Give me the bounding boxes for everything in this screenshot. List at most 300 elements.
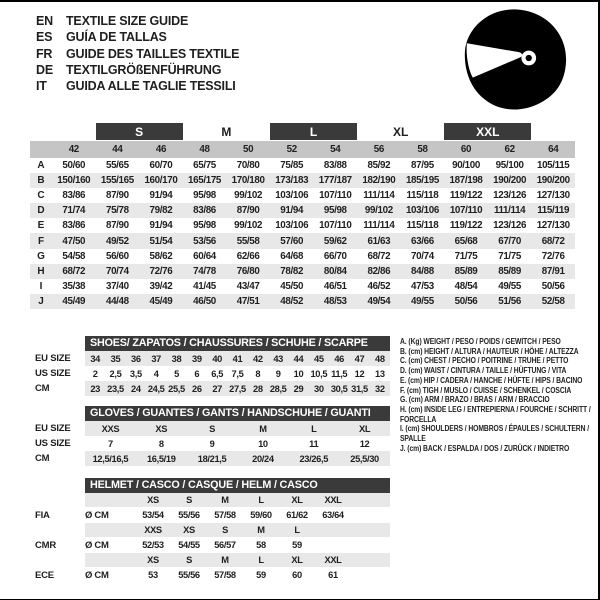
size-value-cell: 107/110 xyxy=(319,189,352,201)
helmet-size-table xyxy=(35,478,580,583)
size-value-cell: 34 xyxy=(90,353,100,364)
size-value-cell: XL xyxy=(358,423,371,434)
column-header: M xyxy=(221,495,229,505)
size-value-cell: 49/55 xyxy=(411,296,434,308)
size-value-cell: 127/130 xyxy=(536,220,570,232)
size-value-cell: 54/58 xyxy=(62,250,86,262)
table-row xyxy=(35,567,580,583)
size-value-cell: XXS xyxy=(101,423,120,434)
size-value-cell: 25,5/30 xyxy=(350,453,379,464)
size-value-cell: 46/51 xyxy=(323,281,347,293)
size-value-cell: 51/54 xyxy=(149,235,173,247)
size-value-cell: 57/58 xyxy=(214,510,236,520)
size-value-cell: 85/89 xyxy=(498,265,521,277)
size-value-cell: 53/54 xyxy=(142,510,164,520)
size-value-cell: 50/60 xyxy=(62,159,86,171)
size-number-header-row xyxy=(30,141,575,158)
size-value-cell: 47/50 xyxy=(62,235,86,247)
guide-title: GUIDA ALLE TAGLIE TESSILI xyxy=(66,79,236,94)
size-value-cell: 7 xyxy=(108,438,113,449)
column-header: XXL xyxy=(324,495,342,505)
size-value-cell: 23,5 xyxy=(107,383,124,394)
size-value-cell: 72/76 xyxy=(541,250,565,262)
measurement-row-label: C xyxy=(37,189,45,201)
size-value-cell: 50/56 xyxy=(454,296,478,308)
size-value-cell: 55/58 xyxy=(236,235,260,247)
size-value-cell: 30,5 xyxy=(330,383,348,394)
language-row xyxy=(36,62,239,78)
size-value-cell: 78/82 xyxy=(280,265,304,277)
column-header: 42 xyxy=(68,143,79,155)
size-value-cell: 44/48 xyxy=(105,296,129,308)
size-value-cell: 87/90 xyxy=(105,189,129,201)
standard-label: FIA xyxy=(35,509,50,521)
language-row xyxy=(36,13,239,29)
size-value-cell: 39/42 xyxy=(149,281,173,293)
size-value-cell: 51/56 xyxy=(498,296,521,308)
size-value-cell: 31,5 xyxy=(351,383,368,394)
size-value-cell: 71/75 xyxy=(454,250,478,262)
size-value-cell: 30 xyxy=(314,383,324,394)
size-value-cell: 35 xyxy=(110,353,121,364)
size-value-cell: 16,5/19 xyxy=(146,453,176,464)
guide-title: GUIDE DES TAILLES TEXTILE xyxy=(66,46,240,61)
size-value-cell: 160/170 xyxy=(144,174,178,186)
size-value-cell: 49/54 xyxy=(367,296,391,308)
row-values xyxy=(85,381,390,396)
diameter-unit-label: Ø CM xyxy=(85,569,109,581)
row-label: EU SIZE xyxy=(35,353,71,364)
size-value-cell: 59/60 xyxy=(250,510,272,520)
language-code: DE xyxy=(36,62,53,77)
measurement-row-label: G xyxy=(37,250,45,262)
size-value-cell: 52/58 xyxy=(541,296,565,308)
size-value-cell: 35/38 xyxy=(62,281,86,293)
size-value-cell: 105/115 xyxy=(536,159,570,171)
table-row xyxy=(30,279,575,294)
size-value-cell: 46/52 xyxy=(367,281,391,293)
measurement-row-label: I xyxy=(39,281,43,293)
size-value-cell: 107/110 xyxy=(319,220,352,232)
size-value-cell: 75/78 xyxy=(105,205,129,217)
helmet-table-body xyxy=(35,493,580,583)
size-value-cell: 74/78 xyxy=(193,265,216,277)
size-value-cell: 190/200 xyxy=(536,174,570,186)
column-header: XS xyxy=(147,495,159,505)
size-value-cell: 24,5 xyxy=(147,383,165,394)
size-value-cell: 12 xyxy=(354,368,365,379)
size-value-cell: 5 xyxy=(174,368,179,379)
size-value-cell: 18/21,5 xyxy=(197,453,227,464)
size-value-cell: 155/165 xyxy=(100,174,134,186)
size-value-cell: 10,5 xyxy=(310,368,328,379)
size-value-cell: 123/126 xyxy=(493,189,527,201)
size-value-cell: 12,5/16,5 xyxy=(92,453,129,464)
size-value-cell: 103/106 xyxy=(275,220,309,232)
standard-label: CMR xyxy=(35,539,57,551)
table-row xyxy=(30,233,575,248)
column-header: XXL xyxy=(324,555,342,565)
size-value-cell: 61/62 xyxy=(286,510,308,520)
size-value-cell: 65/75 xyxy=(193,159,216,171)
measurement-row-label: H xyxy=(37,265,45,277)
language-code: EN xyxy=(36,14,53,28)
row-label-spacer xyxy=(35,553,85,567)
size-value-cell: 107/110 xyxy=(449,205,483,217)
column-header: 64 xyxy=(548,143,559,155)
size-value-cell: 11,5 xyxy=(331,368,348,379)
size-value-cell: 54/55 xyxy=(178,540,200,550)
size-value-cell: 48/53 xyxy=(323,296,347,308)
guide-title: TEXTILE SIZE GUIDE xyxy=(66,14,189,28)
shoes-table-title: SHOES/ ZAPATOS / CHAUSSURES / SCHUHE / SCARPE xyxy=(85,336,390,351)
helmet-size-header-row xyxy=(85,523,390,537)
size-value-cell: 67/70 xyxy=(498,235,521,247)
size-value-cell: 115/118 xyxy=(406,220,439,232)
table-row xyxy=(30,188,575,203)
table-row xyxy=(30,203,575,218)
size-value-cell: 55/65 xyxy=(105,159,129,171)
size-value-cell: 95/98 xyxy=(323,205,347,217)
column-header: L xyxy=(258,495,264,505)
row-values xyxy=(85,451,390,466)
row-label-spacer xyxy=(35,523,85,537)
table-row xyxy=(35,523,580,537)
column-header: 48 xyxy=(199,143,210,155)
size-value-cell: 12 xyxy=(359,438,370,449)
legend-entry: D. (cm) WAIST / CINTURA / TAILLE / HÜFTUNG / VITA xyxy=(400,366,567,376)
legend-entry: B. (cm) HEIGHT / ALTURA / HAUTEUR / HÖHE / ALTEZZA xyxy=(400,346,579,356)
column-header: 52 xyxy=(286,143,297,155)
size-value-cell: 53 xyxy=(148,570,158,580)
size-value-cell: 85/92 xyxy=(367,159,391,171)
size-value-cell: 29 xyxy=(293,383,304,394)
size-value-cell: 190/200 xyxy=(493,174,527,186)
measurement-row-label: J xyxy=(38,296,44,308)
table-row xyxy=(30,173,575,188)
size-value-cell: 95/98 xyxy=(193,220,216,232)
size-value-cell: 165/175 xyxy=(188,174,222,186)
column-header: 60 xyxy=(460,143,472,155)
measurement-row-label: E xyxy=(37,220,45,232)
size-value-cell: 87/95 xyxy=(411,159,434,171)
row-label: CM xyxy=(35,383,50,394)
helmet-table-title: HELMET / CASCO / CASQUE / HELM / CASCO xyxy=(85,478,390,493)
size-group-l: L xyxy=(270,123,357,140)
language-title-list xyxy=(36,13,239,94)
row-values xyxy=(85,351,390,366)
size-value-cell: 87/91 xyxy=(541,265,565,277)
size-value-cell: 28 xyxy=(253,383,263,394)
size-value-cell: 71/75 xyxy=(498,250,521,262)
row-values xyxy=(85,436,390,451)
row-label: EU SIZE xyxy=(35,423,71,434)
diameter-unit-label: Ø CM xyxy=(85,539,109,551)
measurement-row-label: B xyxy=(37,174,45,186)
size-value-cell: 13 xyxy=(375,368,385,379)
size-value-cell: 27 xyxy=(212,383,222,394)
size-value-cell: 45/49 xyxy=(62,296,86,308)
size-value-cell: 91/94 xyxy=(149,189,173,201)
size-value-cell: 8 xyxy=(255,368,261,379)
size-value-cell: 95/100 xyxy=(495,159,524,171)
diameter-unit-label: Ø CM xyxy=(85,509,109,521)
size-value-cell: 55/56 xyxy=(178,570,200,580)
measurement-row-label: D xyxy=(37,205,45,217)
size-value-cell: 56/57 xyxy=(214,540,236,550)
size-value-cell: 91/94 xyxy=(149,220,173,232)
column-header: M xyxy=(221,555,229,565)
column-header: 56 xyxy=(373,143,384,155)
language-row xyxy=(36,29,239,45)
size-value-cell: 95/98 xyxy=(193,189,216,201)
size-value-cell: 115/118 xyxy=(406,189,439,201)
size-value-cell: 76/80 xyxy=(236,265,260,277)
size-value-cell: 39 xyxy=(192,353,202,364)
size-value-cell: 70/74 xyxy=(411,250,434,262)
language-row xyxy=(36,78,239,94)
measurement-row-label: A xyxy=(37,159,45,171)
size-value-cell: 49/52 xyxy=(105,235,129,247)
language-code: FR xyxy=(36,46,53,61)
size-value-cell: 115/119 xyxy=(537,205,570,217)
guide-title: TEXTILGRÖßENFÜHRUNG xyxy=(66,62,222,77)
size-value-cell: 28,5 xyxy=(269,383,287,394)
language-row xyxy=(36,46,239,62)
size-value-cell: 20/24 xyxy=(252,453,274,464)
size-value-cell: 57/58 xyxy=(214,570,236,580)
helmet-value-row xyxy=(85,567,390,583)
size-value-cell: 26 xyxy=(192,383,202,394)
size-value-cell: 61/63 xyxy=(367,235,391,247)
size-value-cell: 177/187 xyxy=(318,174,352,186)
size-value-cell: L xyxy=(311,423,317,434)
size-value-cell: 46/50 xyxy=(193,296,216,308)
size-value-cell: 111/114 xyxy=(363,189,395,201)
size-value-cell: 62/66 xyxy=(236,250,260,262)
table-row xyxy=(30,294,575,309)
size-value-cell: 40 xyxy=(212,353,222,364)
size-group-s: S xyxy=(96,123,183,140)
row-values xyxy=(85,421,390,436)
size-value-cell: 123/126 xyxy=(493,220,527,232)
helmet-value-row xyxy=(85,537,390,553)
size-value-cell: 60/70 xyxy=(149,159,173,171)
size-value-cell: 8 xyxy=(158,438,164,449)
size-value-cell: 66/70 xyxy=(323,250,347,262)
column-header: 58 xyxy=(417,143,428,155)
size-value-cell: 99/102 xyxy=(234,189,263,201)
size-value-cell: 83/86 xyxy=(62,189,86,201)
size-value-cell: 32 xyxy=(375,383,385,394)
measurement-row-label: F xyxy=(37,235,45,247)
size-value-cell: 45/50 xyxy=(280,281,304,293)
size-value-cell: 111/114 xyxy=(493,205,526,217)
size-value-cell: 182/190 xyxy=(362,174,396,186)
standard-label: ECE xyxy=(35,569,54,581)
size-value-cell: 75/85 xyxy=(280,159,304,171)
size-value-cell: S xyxy=(209,423,215,434)
size-value-cell: 23/26,5 xyxy=(299,453,329,464)
column-header: 44 xyxy=(112,143,123,155)
size-value-cell: 85/89 xyxy=(454,265,478,277)
column-header: XL xyxy=(291,555,303,565)
size-value-cell: 49/55 xyxy=(498,281,521,293)
size-value-cell: 9 xyxy=(275,368,281,379)
size-value-cell: 38 xyxy=(171,353,182,364)
size-value-cell: 84/88 xyxy=(411,265,434,277)
size-value-cell: 83/88 xyxy=(323,159,347,171)
language-code: ES xyxy=(36,30,53,45)
size-value-cell: 64/68 xyxy=(280,250,304,262)
column-header: M xyxy=(257,525,265,535)
size-value-cell: 68/72 xyxy=(367,250,391,262)
size-value-cell: XS xyxy=(155,423,168,434)
column-header: S xyxy=(222,525,228,535)
size-value-cell: 37/40 xyxy=(105,281,129,293)
size-value-cell: 60 xyxy=(292,570,302,580)
size-value-cell: 72/76 xyxy=(149,265,173,277)
size-value-cell: 47/51 xyxy=(236,296,260,308)
size-value-cell: 46 xyxy=(334,353,344,364)
size-value-cell: 83/86 xyxy=(193,205,216,217)
column-header: 46 xyxy=(155,143,167,155)
size-value-cell: 48/52 xyxy=(280,296,304,308)
size-value-cell: 9 xyxy=(209,438,215,449)
size-value-cell: 42 xyxy=(253,353,263,364)
size-value-cell: 173/183 xyxy=(275,174,309,186)
size-value-cell: 41 xyxy=(232,353,243,364)
size-value-cell: 23 xyxy=(90,383,100,394)
language-code: IT xyxy=(36,79,47,94)
size-value-cell: 43/47 xyxy=(236,281,260,293)
gloves-table-title: GLOVES / GUANTES / GANTS / HANDSCHUHE / GUANTI xyxy=(85,406,390,421)
size-value-cell: 87/90 xyxy=(236,205,260,217)
size-value-cell: 25,5 xyxy=(168,383,185,394)
table-row xyxy=(30,264,575,279)
column-header: L xyxy=(294,525,300,535)
size-value-cell: 37 xyxy=(151,353,161,364)
table-row xyxy=(35,493,580,507)
size-group-xl: XL xyxy=(392,124,409,139)
size-value-cell: 187/198 xyxy=(449,174,483,186)
size-value-cell: 56/60 xyxy=(105,250,129,262)
size-value-cell: 43 xyxy=(273,353,283,364)
size-value-cell: 52/53 xyxy=(142,540,164,550)
column-header: S xyxy=(186,495,192,505)
size-value-cell: 82/86 xyxy=(367,265,391,277)
size-value-cell: 90/100 xyxy=(452,159,480,171)
size-value-cell: 103/106 xyxy=(405,205,439,217)
column-header: XL xyxy=(291,495,303,505)
size-value-cell: 127/130 xyxy=(536,189,570,201)
column-header: 62 xyxy=(504,143,515,155)
size-group-m: M xyxy=(221,124,232,139)
size-value-cell: 119/122 xyxy=(449,189,483,201)
size-value-cell: 68/72 xyxy=(541,235,565,247)
size-value-cell: 41/45 xyxy=(193,281,216,293)
row-label: CM xyxy=(35,453,50,464)
size-value-cell: 48 xyxy=(375,353,385,364)
size-value-cell: 27,5 xyxy=(229,383,246,394)
size-value-cell: 71/74 xyxy=(62,205,86,217)
racing-helmet-icon xyxy=(455,4,575,114)
size-value-cell: 99/102 xyxy=(364,205,393,217)
size-value-cell: 45/49 xyxy=(149,296,173,308)
column-header: XS xyxy=(183,525,195,535)
size-value-cell: 63/64 xyxy=(322,510,344,520)
column-header: S xyxy=(186,555,192,565)
size-value-cell: 24 xyxy=(131,383,141,394)
size-value-cell: 45 xyxy=(314,353,324,364)
size-value-cell: 60/64 xyxy=(193,250,216,262)
size-value-cell: 170/180 xyxy=(231,174,265,186)
size-value-cell: 11 xyxy=(309,438,319,449)
size-value-cell: M xyxy=(259,423,267,434)
size-value-cell: 44 xyxy=(293,353,304,364)
size-value-cell: 57/60 xyxy=(280,235,304,247)
column-header: XS xyxy=(147,555,159,565)
helmet-value-row xyxy=(85,507,390,523)
column-header: L xyxy=(258,555,264,565)
size-value-cell: 111/114 xyxy=(363,220,395,232)
size-value-cell: 68/72 xyxy=(62,265,86,277)
measurement-legend xyxy=(400,337,596,453)
table-row xyxy=(35,537,580,553)
size-value-cell: 119/122 xyxy=(449,220,483,232)
size-value-cell: 59 xyxy=(292,540,302,550)
table-row xyxy=(30,249,575,264)
row-label-spacer xyxy=(35,493,85,507)
row-values xyxy=(85,366,390,381)
row-label: US SIZE xyxy=(35,438,71,449)
helmet-size-header-row xyxy=(85,493,390,507)
size-value-cell: 83/86 xyxy=(62,220,86,232)
table-row xyxy=(30,158,575,173)
column-header: 54 xyxy=(330,143,341,155)
size-value-cell: 70/80 xyxy=(236,159,260,171)
legend-entry: G. (cm) ARM / BRAZO / BRAS / ARM / BRACCIO xyxy=(400,395,550,405)
size-value-cell: 87/90 xyxy=(105,220,129,232)
size-group-row xyxy=(30,123,575,140)
legend-entry: I. (cm) SHOULDERS / HOMBROS / ÉPAULES / SCHULTERN / SPALLE xyxy=(400,424,590,444)
size-value-cell: 58/62 xyxy=(149,250,173,262)
size-value-cell: 6 xyxy=(194,368,200,379)
size-value-cell: 59/62 xyxy=(323,235,347,247)
row-label: US SIZE xyxy=(35,368,71,379)
size-value-cell: 36 xyxy=(131,353,141,364)
textile-size-table xyxy=(30,123,575,309)
size-value-cell: 55/56 xyxy=(178,510,200,520)
size-value-cell: 79/82 xyxy=(149,205,173,217)
size-value-cell: 10 xyxy=(293,368,304,379)
size-value-cell: 47 xyxy=(354,353,365,364)
size-value-cell: 53/56 xyxy=(193,235,216,247)
size-value-cell: 6,5 xyxy=(211,368,224,379)
size-value-cell: 185/195 xyxy=(405,174,439,186)
size-value-cell: 63/66 xyxy=(411,235,434,247)
legend-entry: F. (cm) TIGH / MUSLO / CUISSE / SCHENKEL / COSCIA xyxy=(400,385,572,395)
size-value-cell: 91/94 xyxy=(280,205,304,217)
table-row xyxy=(30,218,575,233)
size-value-cell: 10 xyxy=(258,438,268,449)
size-value-cell: 59 xyxy=(256,570,266,580)
guide-title: GUÍA DE TALLAS xyxy=(66,30,167,45)
legend-entry: H. (cm) INSIDE LEG / ENTREPIERNA / FOURCHE / SCHRITT / FORCELLA xyxy=(400,404,591,424)
size-value-cell: 99/102 xyxy=(234,220,263,232)
size-value-cell: 7,5 xyxy=(231,368,244,379)
size-value-cell: 47/53 xyxy=(411,281,434,293)
